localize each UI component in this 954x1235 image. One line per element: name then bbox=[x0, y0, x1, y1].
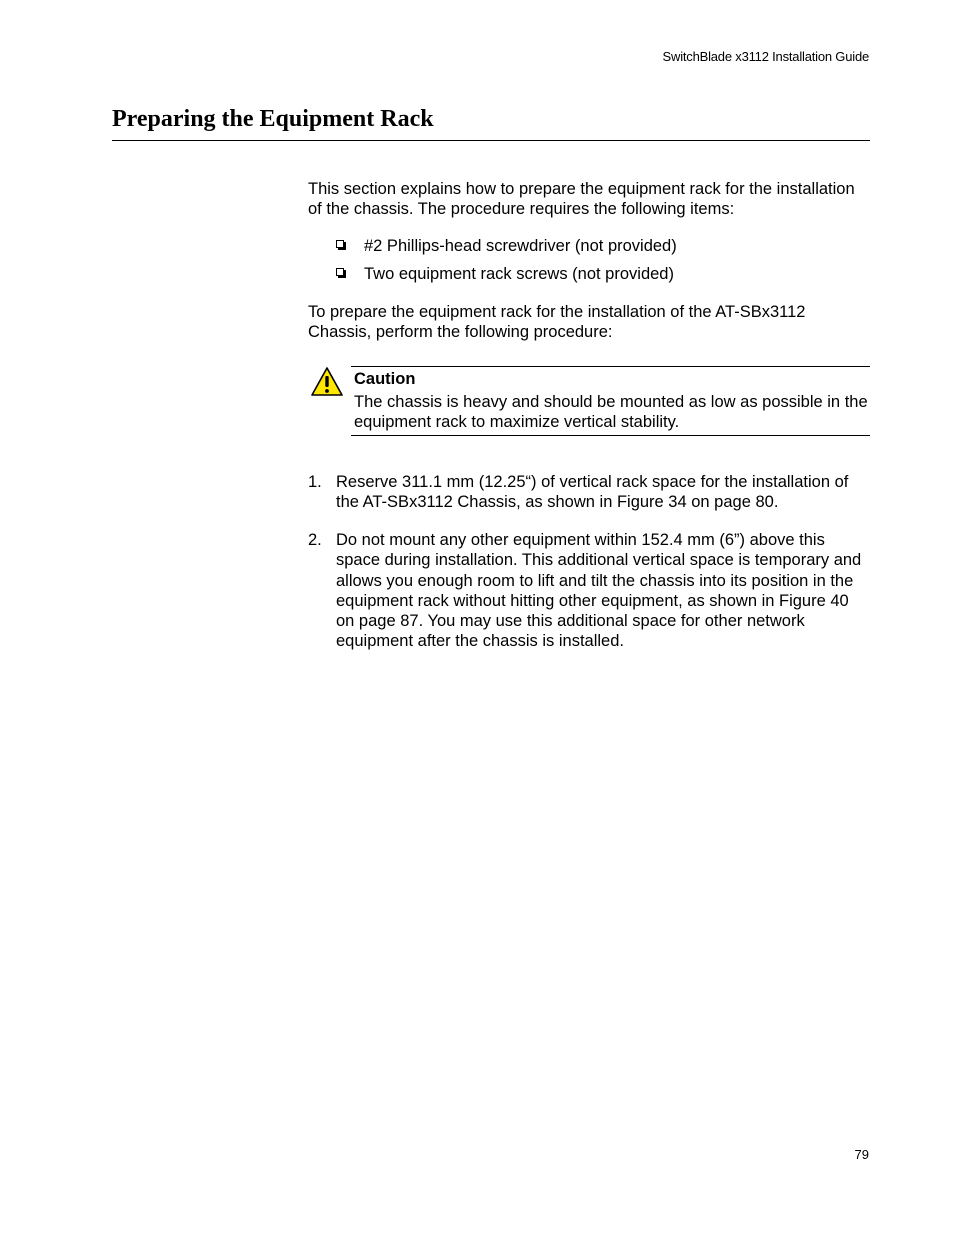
step-number: 2. bbox=[308, 531, 322, 549]
warning-triangle-icon bbox=[310, 366, 344, 397]
step-text: Do not mount any other equipment within 152.4 mm (6”) above this space during installation. This additional vertical space is temporary and allows you enough room to lift and tilt the chassis into its position in the equipment rack without hitting other equipment, as shown in Figure 40 on page 87. You may use this additional space for other network equipment after the chassis is installed. bbox=[336, 531, 862, 651]
list-item-text: #2 Phillips-head screwdriver (not provided) bbox=[364, 237, 677, 255]
intro-text: This section explains how to prepare the equipment rack for the installation of the chassis. The procedure requires the following items: bbox=[308, 180, 855, 219]
caution-top-rule bbox=[351, 366, 870, 367]
intro-paragraph bbox=[308, 179, 870, 220]
page-number: 79 bbox=[854, 1147, 869, 1162]
lead-in-paragraph bbox=[308, 302, 870, 343]
step-text: Reserve 311.1 mm (12.25“) of vertical rack space for the installation of the AT-SBx3112 Chassis, as shown in Figure 34 on page 80. bbox=[336, 473, 849, 512]
caution-heading: Caution bbox=[354, 370, 416, 388]
checkbox-bullet-icon bbox=[336, 240, 344, 248]
list-item bbox=[336, 235, 677, 263]
lead-in-text: To prepare the equipment rack for the installation of the AT-SBx3112 Chassis, perform the following procedure: bbox=[308, 303, 806, 342]
required-items-list bbox=[336, 235, 677, 291]
caution-bottom-rule bbox=[351, 435, 870, 436]
step-number: 1. bbox=[308, 473, 322, 491]
title-rule bbox=[112, 140, 870, 141]
list-item-text: Two equipment rack screws (not provided) bbox=[364, 265, 674, 283]
running-header: SwitchBlade x3112 Installation Guide bbox=[662, 49, 869, 64]
section-title: Preparing the Equipment Rack bbox=[112, 106, 434, 132]
list-item bbox=[336, 263, 677, 291]
checkbox-bullet-icon bbox=[336, 268, 344, 276]
caution-text: The chassis is heavy and should be mounted as low as possible in the equipment rack to maximize vertical stability. bbox=[354, 393, 868, 432]
